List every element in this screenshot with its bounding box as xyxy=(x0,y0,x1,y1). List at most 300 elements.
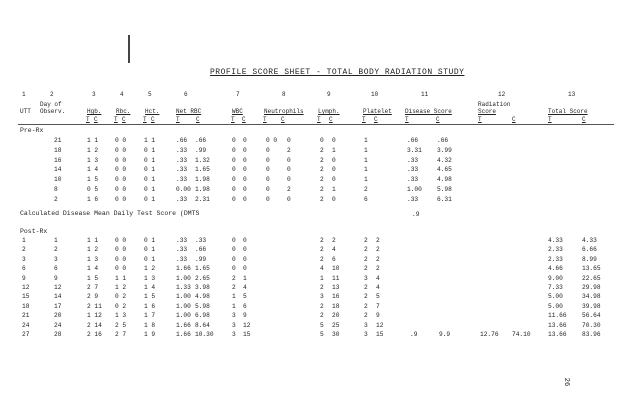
margin-mark xyxy=(128,35,130,63)
post-rx-cell: 0 xyxy=(232,237,236,244)
post-rx-cell: 30 xyxy=(332,331,340,338)
pre-rx-cell: 0 xyxy=(232,146,236,154)
dmts-label: Calculated Disease Mean Daily Test Score (DMTS xyxy=(20,210,200,217)
pre-rx-cell: 0 xyxy=(243,176,247,184)
post-rx-cell: 0 0 xyxy=(115,237,127,244)
subheader-t: T xyxy=(478,116,482,123)
post-rx-cell: 3 xyxy=(22,255,26,263)
pre-rx-cell: 0 xyxy=(287,137,291,144)
column-number: 2 xyxy=(50,91,54,98)
post-rx-cell: 4 xyxy=(243,284,247,291)
post-rx-cell: 2 xyxy=(376,237,380,244)
pre-rx-cell: 0 0 xyxy=(115,186,127,193)
post-rx-cell: 11 xyxy=(332,274,340,282)
pre-rx-cell: 0 0 xyxy=(115,137,127,144)
pre-rx-cell: .33 xyxy=(407,166,419,174)
pre-rx-cell: 2 xyxy=(287,186,291,193)
post-rx-cell: 4.33 xyxy=(548,237,563,244)
subheader-t: T xyxy=(231,116,235,123)
post-rx-cell: 1 xyxy=(54,237,58,244)
pre-rx-cell: .66 xyxy=(195,137,207,144)
pre-rx-cell: 0 xyxy=(232,176,236,184)
post-rx-cell: 4.98 xyxy=(195,293,210,301)
last-radiation-c: 74.10 xyxy=(512,331,531,338)
pre-rx-cell: 0 xyxy=(266,146,270,154)
post-rx-cell: 10.30 xyxy=(195,331,214,338)
header-utt: UTT xyxy=(20,108,31,115)
page-number: 26 xyxy=(562,377,571,387)
pre-rx-cell: 1.00 xyxy=(407,186,422,193)
post-rx-cell: 3 xyxy=(364,321,368,329)
header-neutrophils: Neutrophils xyxy=(264,108,304,115)
post-rx-cell: 9 xyxy=(243,312,247,320)
post-rx-cell: 2 14 xyxy=(87,321,102,329)
pre-rx-cell: 1 5 xyxy=(87,176,99,184)
post-rx-cell: 1 xyxy=(320,274,324,282)
pre-rx-cell: 2.31 xyxy=(195,195,210,203)
pre-rx-cell: 0 xyxy=(243,146,247,154)
post-rx-cell: 0 xyxy=(243,237,247,244)
pre-rx-cell: 2 xyxy=(54,195,58,203)
post-rx-cell: 1 xyxy=(243,274,247,282)
post-rx-cell: .33 xyxy=(176,237,188,244)
pre-rx-cell: 0 1 xyxy=(144,166,156,174)
subheader-c: C xyxy=(122,116,126,123)
post-rx-cell: 1.00 xyxy=(176,302,191,310)
pre-rx-cell: 0 xyxy=(232,137,236,144)
pre-rx-cell: 6.31 xyxy=(437,195,452,203)
post-rx-cell: 7 xyxy=(376,302,380,310)
post-rx-cell: 12 xyxy=(376,321,384,329)
post-rx-cell: 4.66 xyxy=(548,265,563,273)
pre-rx-cell: 0 xyxy=(243,156,247,164)
post-rx-cell: 3 xyxy=(232,312,236,320)
post-rx-cell: 2 xyxy=(320,246,324,254)
pre-rx-cell: 1 4 xyxy=(87,166,99,174)
column-number: 8 xyxy=(282,91,286,98)
header-radiation: Radiation xyxy=(478,101,511,108)
post-rx-cell: 6.66 xyxy=(582,246,597,254)
post-rx-cell: 13.66 xyxy=(548,331,567,338)
post-rx-cell: 5.00 xyxy=(548,293,563,301)
pre-rx-cell: 1 xyxy=(332,186,336,193)
pre-rx-cell: 2 xyxy=(320,186,324,193)
post-rx-cell: 2 11 xyxy=(87,302,102,310)
post-rx-cell: 1 xyxy=(22,237,26,244)
post-rx-cell: 2 xyxy=(364,293,368,301)
post-rx-cell: 0 1 xyxy=(144,237,156,244)
post-rx-cell: 1 3 xyxy=(115,312,127,320)
header-rule xyxy=(18,124,614,125)
pre-rx-cell: 1 xyxy=(332,146,336,154)
post-rx-cell: 1 9 xyxy=(144,331,156,338)
post-rx-cell: 21 xyxy=(22,312,30,320)
post-rx-cell: 18 xyxy=(332,302,340,310)
post-rx-cell: 0 0 xyxy=(115,265,127,273)
pre-rx-cell: 3.99 xyxy=(437,146,452,154)
pre-rx-cell: 10 xyxy=(54,176,62,184)
pre-rx-cell: 1 1 xyxy=(87,137,99,144)
post-rx-cell: 6 xyxy=(22,265,26,273)
post-rx-cell: 2.33 xyxy=(548,246,563,254)
last-radiation-t: 12.76 xyxy=(480,331,499,338)
subheader-t: T xyxy=(114,116,118,123)
post-rx-cell: 0 xyxy=(232,255,236,263)
post-rx-cell: 1 5 xyxy=(144,293,156,301)
subheader-c: C xyxy=(196,116,200,123)
subheader-t: T xyxy=(405,116,409,123)
column-number: 1 xyxy=(22,91,26,98)
post-rx-cell: 2 xyxy=(22,246,26,254)
post-rx-cell: 4.33 xyxy=(582,237,597,244)
post-rx-cell: 0 0 xyxy=(115,246,127,254)
pre-rx-cell: 0 1 xyxy=(144,156,156,164)
pre-rx-cell: 0 xyxy=(266,166,270,174)
post-rx-cell: 56.64 xyxy=(582,312,601,320)
post-rx-cell: 83.96 xyxy=(582,331,601,338)
pre-rx-cell: 1.65 xyxy=(195,166,210,174)
pre-rx-cell: 0 xyxy=(243,166,247,174)
post-rx-cell: 3 xyxy=(232,321,236,329)
pre-rx-cell: 0 xyxy=(287,156,291,164)
post-rx-cell: 1.66 xyxy=(176,331,191,338)
pre-rx-cell: 1 xyxy=(364,156,368,164)
post-rx-cell: 1.66 xyxy=(176,321,191,329)
pre-rx-cell: 0 xyxy=(287,195,291,203)
pre-rx-cell: .33 xyxy=(176,176,188,184)
subheader-c: C xyxy=(242,116,246,123)
post-rx-cell: 0 xyxy=(232,246,236,254)
post-rx-cell: .33 xyxy=(176,255,188,263)
post-rx-cell: 24 xyxy=(22,321,30,329)
column-number: 4 xyxy=(120,91,124,98)
pre-rx-cell: 0 xyxy=(332,166,336,174)
pre-rx-cell: 2 xyxy=(364,186,368,193)
pre-rx-cell: 2 xyxy=(320,156,324,164)
post-rx-cell: 12 xyxy=(243,321,251,329)
post-rx-cell: 2 xyxy=(376,246,380,254)
pre-rx-cell: 4.65 xyxy=(437,166,452,174)
post-rx-cell: 5 xyxy=(320,321,324,329)
subheader-c: C xyxy=(151,116,155,123)
post-rx-cell: 2 xyxy=(364,255,368,263)
post-rx-cell: 6 xyxy=(332,255,336,263)
subheader-c: C xyxy=(281,116,285,123)
pre-rx-cell: 0 xyxy=(332,137,336,144)
pre-rx-cell: 3.31 xyxy=(407,146,422,154)
pre-rx-cell: 1 1 xyxy=(144,137,156,144)
post-rx-cell: 0 xyxy=(243,255,247,263)
post-rx-cell: 1 2 xyxy=(144,265,156,273)
header-disease-score: Disease Score xyxy=(405,108,452,115)
post-rx-cell: 1.65 xyxy=(195,265,210,273)
post-rx-cell: 1.33 xyxy=(176,284,191,291)
post-rx-cell: 10 xyxy=(332,265,340,273)
post-rx-cell: 1 3 xyxy=(144,274,156,282)
column-number: 7 xyxy=(236,91,240,98)
post-rx-cell: 4 xyxy=(332,246,336,254)
pre-rx-cell: 0 xyxy=(243,186,247,193)
post-rx-cell: 3 xyxy=(364,331,368,338)
post-rx-cell: 6 xyxy=(54,265,58,273)
pre-rx-cell: 4.32 xyxy=(437,156,452,164)
post-rx-cell: 5 xyxy=(320,331,324,338)
pre-rx-cell: 0 1 xyxy=(144,176,156,184)
post-rx-cell: 8.64 xyxy=(195,321,210,329)
pre-rx-cell: 1.32 xyxy=(195,156,210,164)
pre-rx-cell: 18 xyxy=(54,146,62,154)
subheader-t: T xyxy=(362,116,366,123)
post-rx-cell: 1.00 xyxy=(176,312,191,320)
post-rx-cell: 2 xyxy=(320,284,324,291)
pre-rx-cell: 1 xyxy=(364,176,368,184)
post-rx-cell: 0 2 xyxy=(115,302,127,310)
column-number: 9 xyxy=(327,91,331,98)
post-rx-cell: 3 xyxy=(364,274,368,282)
post-rx-cell: 7.33 xyxy=(548,284,563,291)
post-rx-cell: 27 xyxy=(22,331,30,338)
post-rx-cell: 2 xyxy=(332,237,336,244)
pre-rx-cell: 6 xyxy=(364,195,368,203)
post-rx-cell: 3.98 xyxy=(195,284,210,291)
header-score: Score xyxy=(478,108,497,115)
pre-rx-cell: 8 xyxy=(54,186,58,193)
column-number: 3 xyxy=(92,91,96,98)
header-wbc: WBC xyxy=(232,108,243,115)
pre-rx-cell: 0 0 xyxy=(115,166,127,174)
header-hct: Hct. xyxy=(145,108,160,115)
post-rx-cell: 1 xyxy=(232,302,236,310)
pre-rx-cell: 0 xyxy=(287,176,291,184)
pre-rx-cell: .33 xyxy=(176,146,188,154)
pre-rx-cell: 0 xyxy=(287,166,291,174)
pre-rx-cell: 2 xyxy=(320,166,324,174)
post-rx-cell: 2 xyxy=(320,237,324,244)
pre-rx-cell: .66 xyxy=(437,137,449,144)
column-number: 6 xyxy=(184,91,188,98)
subheader-c: C xyxy=(582,116,586,123)
pre-rx-cell: 2 xyxy=(320,146,324,154)
subheader-c: C xyxy=(329,116,333,123)
post-rx-cell: 14 xyxy=(54,293,62,301)
subheader-t: T xyxy=(317,116,321,123)
pre-rx-cell: 0 0 xyxy=(115,146,127,154)
post-rx-cell: 12 xyxy=(22,284,30,291)
post-rx-cell: 4 xyxy=(376,284,380,291)
post-rx-cell: 2 7 xyxy=(87,284,99,291)
column-number: 12 xyxy=(498,91,506,98)
column-number: 10 xyxy=(371,91,379,98)
header-observ: Observ. xyxy=(40,108,66,115)
post-rx-cell: 4 xyxy=(376,274,380,282)
pre-rx-cell: 0 1 xyxy=(144,195,156,203)
pre-rx-cell: 16 xyxy=(54,156,62,164)
post-rx-cell: .66 xyxy=(195,246,207,254)
post-rx-cell: 15 xyxy=(376,331,384,338)
post-rx-cell: 1 4 xyxy=(87,265,99,273)
post-rx-cell: 4 xyxy=(320,265,324,273)
post-rx-cell: 20 xyxy=(332,312,340,320)
pre-rx-cell: .33 xyxy=(176,166,188,174)
pre-rx-cell: 1 2 xyxy=(87,146,99,154)
pre-rx-cell: .33 xyxy=(176,195,188,203)
pre-rx-cell: .33 xyxy=(407,195,419,203)
pre-rx-cell: 0 xyxy=(266,195,270,203)
post-rx-cell: 5 xyxy=(376,293,380,301)
post-rx-cell: 1 xyxy=(232,293,236,301)
pre-rx-cell: 1 xyxy=(364,146,368,154)
column-number: 11 xyxy=(421,91,429,98)
post-rx-label: Post-Rx xyxy=(20,228,48,235)
post-rx-cell: 1.00 xyxy=(176,274,191,282)
post-rx-cell: 2 5 xyxy=(115,321,127,329)
column-number: 5 xyxy=(148,91,152,98)
dmts-value: .9 xyxy=(412,211,420,218)
pre-rx-label: Pre-Rx xyxy=(20,127,44,134)
pre-rx-cell: 0 1 xyxy=(144,146,156,154)
pre-rx-cell: 0 xyxy=(232,166,236,174)
pre-rx-cell: 0 0 xyxy=(266,137,278,144)
pre-rx-cell: 0 xyxy=(232,195,236,203)
post-rx-cell: 28 xyxy=(54,331,62,338)
post-rx-cell: 20 xyxy=(54,312,62,320)
post-rx-cell: 12 xyxy=(54,284,62,291)
pre-rx-cell: .99 xyxy=(195,146,207,154)
post-rx-cell: 24 xyxy=(54,321,62,329)
post-rx-cell: 29.98 xyxy=(582,284,601,291)
pre-rx-cell: .66 xyxy=(407,137,419,144)
page-title: PROFILE SCORE SHEET - TOTAL BODY RADIATION STUDY xyxy=(210,68,465,77)
post-rx-cell: 0 2 xyxy=(115,293,127,301)
last-disease-c: 9.9 xyxy=(439,331,451,338)
pre-rx-cell: 2 xyxy=(320,176,324,184)
pre-rx-cell: 0 xyxy=(332,156,336,164)
post-rx-cell: 9 xyxy=(54,274,58,282)
pre-rx-cell: 2 xyxy=(320,195,324,203)
pre-rx-cell: 0 5 xyxy=(87,186,99,193)
subheader-t: T xyxy=(176,116,180,123)
post-rx-cell: 1 6 xyxy=(144,302,156,310)
post-rx-cell: .33 xyxy=(195,237,207,244)
post-rx-cell: 15 xyxy=(243,331,251,338)
post-rx-cell: 1 2 xyxy=(115,284,127,291)
pre-rx-cell: 1.98 xyxy=(195,186,210,193)
post-rx-cell: 2 9 xyxy=(87,293,99,301)
pre-rx-cell: 1 6 xyxy=(87,195,99,203)
pre-rx-cell: 5.98 xyxy=(437,186,452,193)
post-rx-cell: 2 16 xyxy=(87,331,102,338)
post-rx-cell: 3 xyxy=(232,331,236,338)
pre-rx-cell: 1 xyxy=(364,166,368,174)
post-rx-cell: 22.65 xyxy=(582,274,601,282)
post-rx-cell: 1 1 xyxy=(115,274,127,282)
subheader-t: T xyxy=(86,116,90,123)
post-rx-cell: 2 xyxy=(364,302,368,310)
pre-rx-cell: 14 xyxy=(54,166,62,174)
post-rx-cell: 2 xyxy=(320,255,324,263)
post-rx-cell: 13.66 xyxy=(548,321,567,329)
post-rx-cell: 1 7 xyxy=(144,312,156,320)
post-rx-cell: 2 xyxy=(320,312,324,320)
post-rx-cell: 5 xyxy=(243,293,247,301)
pre-rx-cell: 0.00 xyxy=(176,186,191,193)
post-rx-cell: 1 8 xyxy=(144,321,156,329)
pre-rx-cell: 2 xyxy=(287,146,291,154)
post-rx-cell: 1 5 xyxy=(87,274,99,282)
pre-rx-cell: 1 xyxy=(364,137,368,144)
post-rx-cell: 5.00 xyxy=(548,302,563,310)
pre-rx-cell: 0 xyxy=(266,186,270,193)
header-lymph: Lymph. xyxy=(318,108,340,115)
post-rx-cell: 1 4 xyxy=(144,284,156,291)
pre-rx-cell: 0 xyxy=(266,176,270,184)
header-hgb: Hgb. xyxy=(87,108,102,115)
post-rx-cell: 0 0 xyxy=(115,255,127,263)
post-rx-cell: 8.99 xyxy=(582,255,597,263)
pre-rx-cell: 0 0 xyxy=(115,176,127,184)
pre-rx-cell: 0 xyxy=(232,156,236,164)
pre-rx-cell: .66 xyxy=(176,137,188,144)
post-rx-cell: 2.65 xyxy=(195,274,210,282)
pre-rx-cell: 1.98 xyxy=(195,176,210,184)
post-rx-cell: 34.98 xyxy=(582,293,601,301)
pre-rx-cell: 0 xyxy=(243,137,247,144)
header-day-of: Day of xyxy=(40,101,62,108)
post-rx-cell: 2 xyxy=(54,246,58,254)
post-rx-cell: 2 7 xyxy=(115,331,127,338)
pre-rx-cell: 0 0 xyxy=(115,195,127,203)
post-rx-cell: 13 xyxy=(332,284,340,291)
post-rx-cell: 15 xyxy=(22,293,30,301)
post-rx-cell: 2 xyxy=(376,255,380,263)
post-rx-cell: 9.00 xyxy=(548,274,563,282)
post-rx-cell: 16 xyxy=(332,293,340,301)
post-rx-cell: 70.30 xyxy=(582,321,601,329)
post-rx-cell: 5.98 xyxy=(195,302,210,310)
pre-rx-cell: 1 3 xyxy=(87,156,99,164)
post-rx-cell: 1 3 xyxy=(87,255,99,263)
post-rx-cell: 6 xyxy=(243,302,247,310)
pre-rx-cell: 0 xyxy=(266,156,270,164)
post-rx-cell: 18 xyxy=(22,302,30,310)
header-total-score: Total Score xyxy=(548,108,588,115)
post-rx-cell: 0 xyxy=(243,246,247,254)
post-rx-cell: 1.66 xyxy=(176,265,191,273)
post-rx-cell: 9 xyxy=(376,312,380,320)
pre-rx-cell: 0 xyxy=(332,195,336,203)
header-platelet: Platelet xyxy=(363,108,392,115)
column-number: 13 xyxy=(568,91,576,98)
post-rx-cell: .99 xyxy=(195,255,207,263)
subheader-t: T xyxy=(263,116,267,123)
post-rx-cell: 1 1 xyxy=(87,237,99,244)
post-rx-cell: 2 xyxy=(320,302,324,310)
post-rx-cell: 2 xyxy=(364,246,368,254)
pre-rx-cell: 0 0 xyxy=(115,156,127,164)
post-rx-cell: 1.00 xyxy=(176,293,191,301)
post-rx-cell: 2 xyxy=(364,265,368,273)
pre-rx-cell: 0 xyxy=(243,195,247,203)
post-rx-cell: 2 xyxy=(364,284,368,291)
post-rx-cell: 1 12 xyxy=(87,312,102,320)
subheader-t: T xyxy=(143,116,147,123)
post-rx-cell: 17 xyxy=(54,302,62,310)
post-rx-cell: 0 1 xyxy=(144,246,156,254)
post-rx-cell: 2 xyxy=(376,265,380,273)
subheader-t: T xyxy=(548,116,552,123)
post-rx-cell: 0 1 xyxy=(144,255,156,263)
post-rx-cell: 6.98 xyxy=(195,312,210,320)
